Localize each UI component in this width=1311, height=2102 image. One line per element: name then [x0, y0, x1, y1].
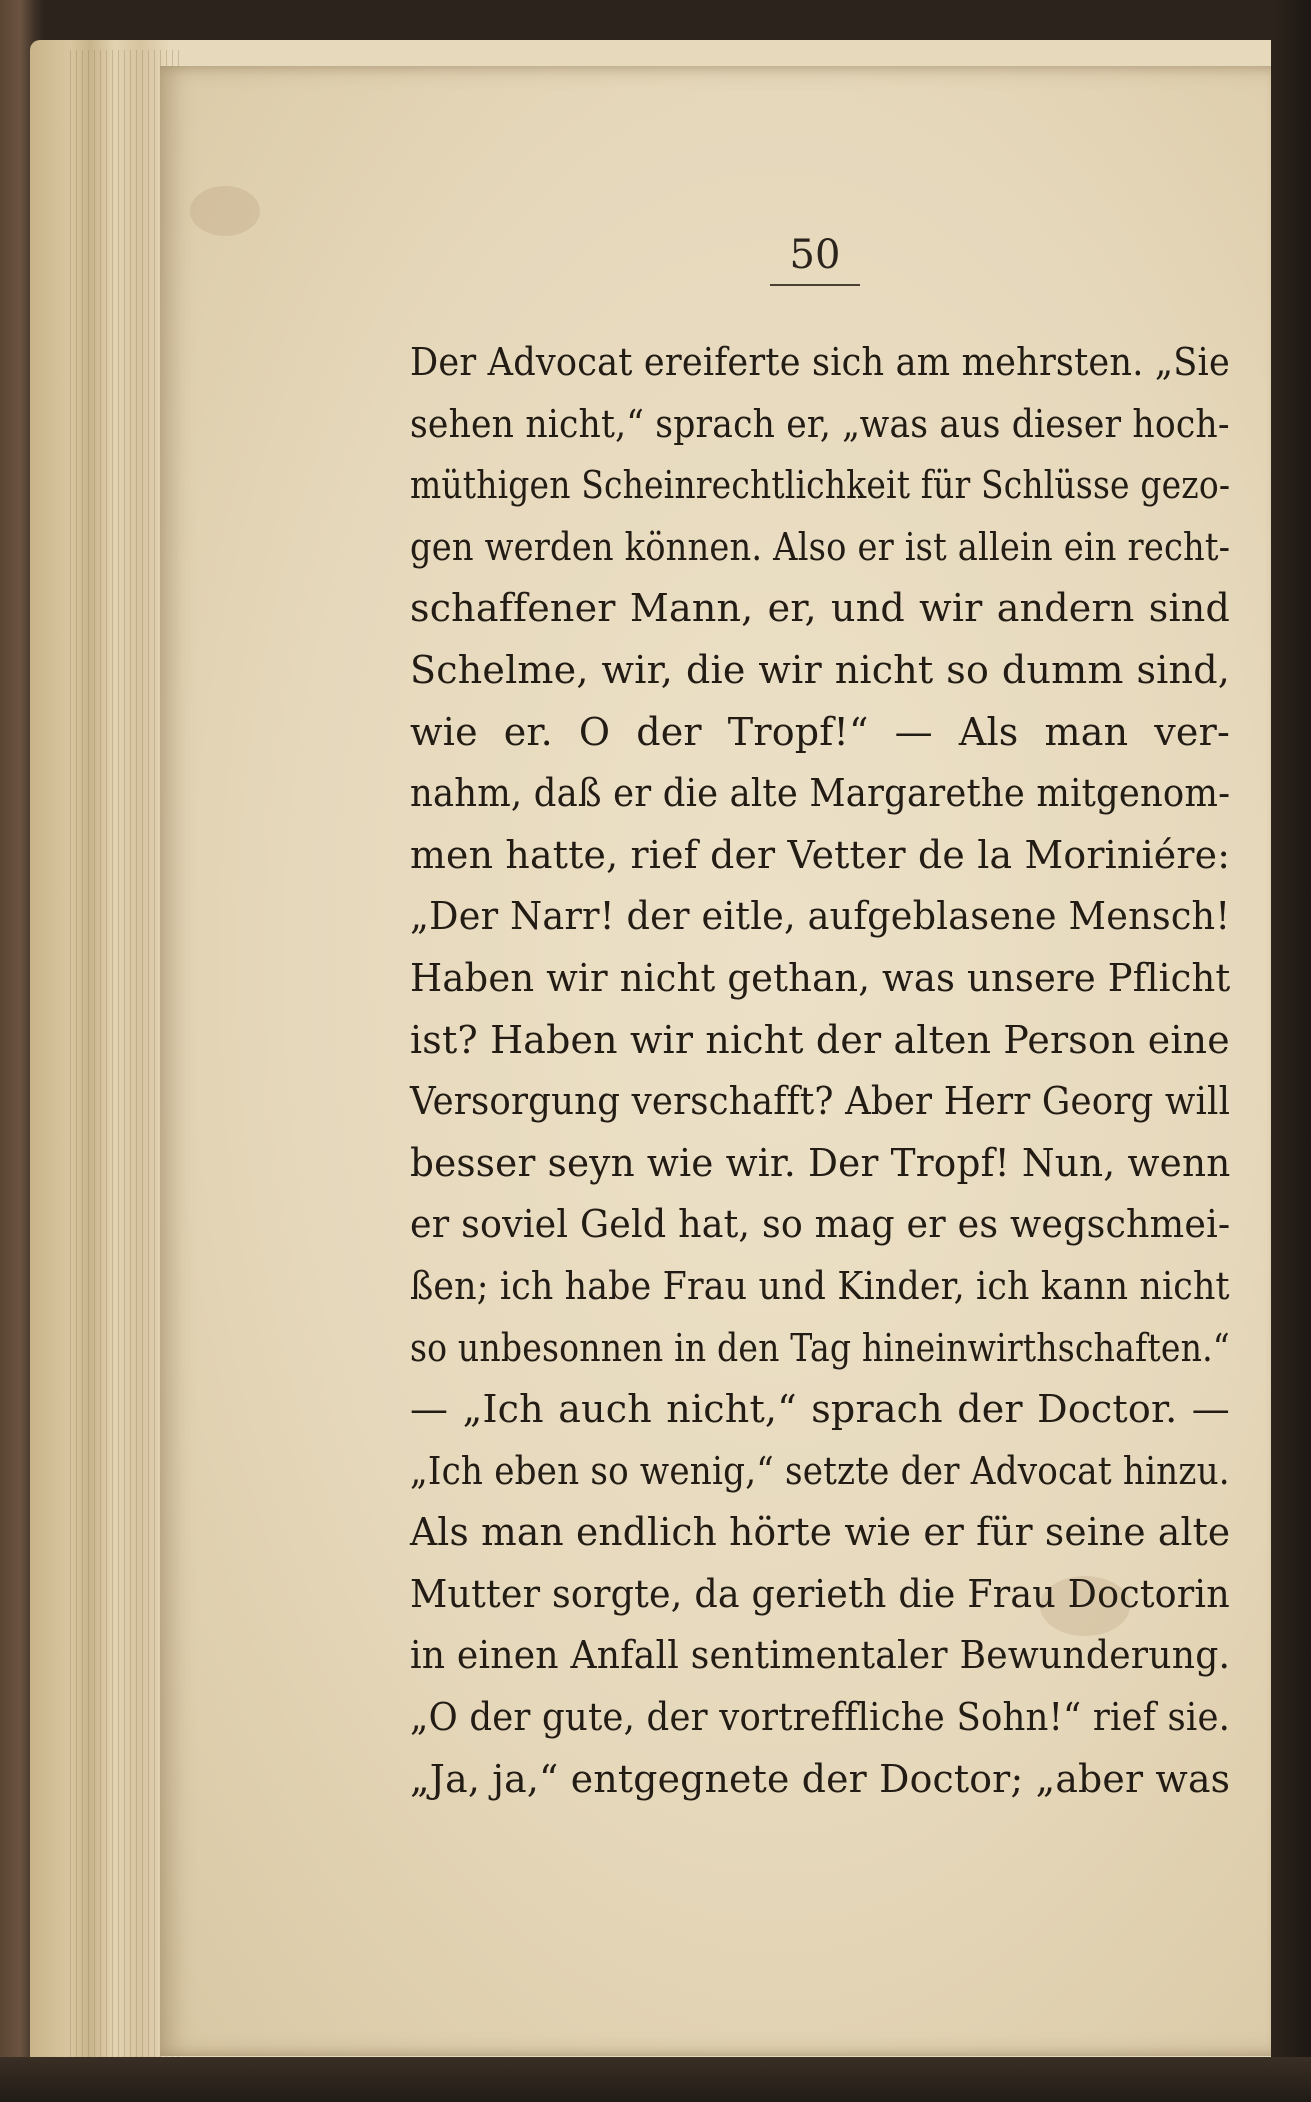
text-line: „Der Narr! der eitle, aufgeblasene Mensch! — [410, 894, 1231, 939]
text-line: besser seyn wie wir. Der Tropf! Nun, wenn — [410, 1140, 1231, 1185]
book-bottom-edge — [0, 2057, 1311, 2102]
text-line: Haben wir nicht gethan, was unsere Pflicht — [410, 955, 1231, 1000]
text-line: schaffener Mann, er, und wir andern sind — [410, 586, 1230, 631]
text-line: er soviel Geld hat, so mag er es wegschmei- — [410, 1202, 1231, 1247]
text-line: müthigen Scheinrechtlichkeit für Schlüsse gezo- — [410, 463, 1231, 508]
text-line: nahm, daß er die alte Margarethe mitgenom- — [410, 771, 1231, 816]
text-line: — „Ich auch nicht,“ sprach der Doctor. — — [410, 1387, 1230, 1432]
text-line: wie er. O der Tropf!“ — Als man ver- — [410, 709, 1230, 754]
text-line: Der Advocat ereiferte sich am mehrsten. „Sie — [410, 340, 1230, 384]
text-line: Schelme, wir, die wir nicht so dumm sind, — [410, 647, 1230, 692]
book-cover-edge — [1271, 0, 1311, 2102]
text-line: men hatte, rief der Vetter de la Moriniére: — [410, 832, 1231, 877]
text-line: „O der gute, der vortreffliche Sohn!“ rief sie. — [410, 1695, 1231, 1740]
body-text — [410, 332, 1230, 1810]
text-line: so unbesonnen in den Tag hineinwirthschaften.“ — [410, 1325, 1230, 1370]
text-line: ist? Haben wir nicht der alten Person eine — [410, 1017, 1230, 1062]
text-line: Als man endlich hörte wie er für seine alte — [410, 1510, 1231, 1555]
text-line: Versorgung verschafft? Aber Herr Georg will — [410, 1079, 1231, 1124]
text-line: in einen Anfall sentimentaler Bewunderung. — [410, 1633, 1231, 1678]
text-line: ßen; ich habe Frau und Kinder, ich kann nicht — [410, 1263, 1230, 1308]
text-line: Mutter sorgte, da gerieth die Frau Doctorin — [410, 1571, 1230, 1616]
text-line: „Ja, ja,“ entgegnete der Doctor; „aber was — [410, 1756, 1231, 1801]
page-number: 50 — [770, 232, 860, 286]
text-line: gen werden können. Also er ist allein ein recht- — [410, 524, 1231, 569]
paper-stain — [190, 186, 260, 236]
text-line: sehen nicht,“ sprach er, „was aus dieser hoch- — [410, 401, 1230, 446]
text-line: „Ich eben so wenig,“ setzte der Advocat hinzu. — [410, 1448, 1230, 1493]
